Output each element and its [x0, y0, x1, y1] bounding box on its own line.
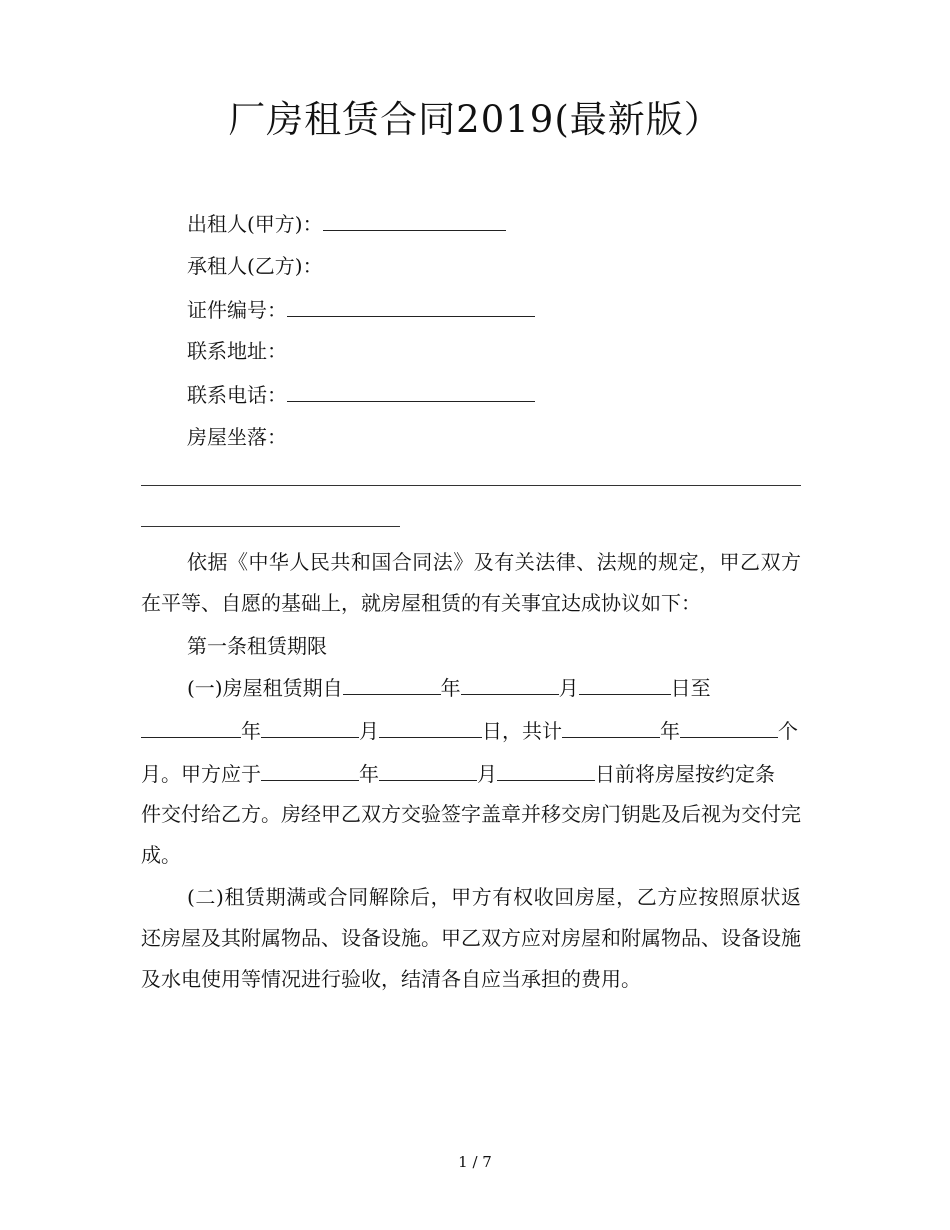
month-label: 月 — [558, 676, 579, 700]
lessor-blank — [323, 208, 506, 231]
lessee-label: 承租人(乙方)： — [187, 254, 323, 278]
location-label: 房屋坐落： — [187, 425, 287, 449]
handover-day-blank — [497, 760, 595, 781]
start-month-blank — [461, 674, 559, 695]
id-number-label: 证件编号： — [187, 298, 287, 322]
months-unit-label: 个 — [778, 719, 798, 743]
phone-blank — [287, 379, 535, 402]
handover-year-blank — [261, 760, 359, 781]
location-field — [187, 422, 287, 452]
phone-field — [187, 379, 535, 410]
end-year-blank — [141, 717, 241, 738]
handover-suffix: 日前将房屋按约定条 — [595, 762, 775, 786]
handover-prefix: 月。甲方应于 — [141, 762, 261, 786]
total-months-blank — [680, 717, 778, 738]
address-field — [187, 336, 287, 366]
start-day-blank — [579, 674, 671, 695]
day-to-label: 日至 — [670, 676, 711, 700]
end-month-blank — [261, 717, 359, 738]
year-label: 年 — [241, 719, 261, 743]
clause-1-line-2 — [141, 716, 798, 746]
lessor-label: 出租人(甲方)： — [187, 212, 323, 236]
month-label: 月 — [359, 719, 379, 743]
month-label: 月 — [477, 762, 497, 786]
year-label: 年 — [440, 676, 461, 700]
intro-paragraph: 依据《中华人民共和国合同法》及有关法律、法规的规定，甲乙双方在平等、自愿的基础上，就房屋租赁的有关事宜达成协议如下： — [141, 550, 801, 615]
total-years-blank — [562, 717, 660, 738]
clause-2-paragraph: (二)租赁期满或合同解除后，甲方有权收回房屋，乙方应按照原状返还房屋及其附属物品、设备设施。甲乙双方应对房屋和附属物品、设备设施及水电使用等情况进行验收，结清各自应当承担的费用。 — [141, 885, 801, 991]
day-total-label: 日，共计 — [482, 719, 562, 743]
handover-month-blank — [379, 760, 477, 781]
year-label: 年 — [359, 762, 379, 786]
clause-1-line-3 — [141, 759, 775, 789]
clause-1-rest: 件交付给乙方。房经甲乙双方交验签字盖章并移交房门钥匙及后视为交付完成。 — [141, 802, 801, 867]
article-1-heading: 第一条租赁期限 — [187, 634, 327, 658]
year-label: 年 — [660, 719, 680, 743]
clause-1-prefix: (一)房屋租赁期自 — [187, 676, 343, 700]
start-year-blank — [343, 674, 441, 695]
location-blank-line-2 — [141, 526, 400, 527]
lessor-field — [187, 208, 506, 239]
page-number: 1 / 7 — [458, 1153, 492, 1171]
lessee-field — [187, 251, 323, 281]
id-number-blank — [287, 294, 535, 317]
document-title: 厂房租赁合同2019(最新版） — [228, 98, 722, 141]
clause-1-line-1 — [187, 673, 711, 703]
phone-label: 联系电话： — [187, 383, 287, 407]
end-day-blank — [379, 717, 482, 738]
id-number-field — [187, 294, 535, 325]
location-blank-line-1 — [141, 485, 801, 486]
address-label: 联系地址： — [187, 339, 287, 363]
